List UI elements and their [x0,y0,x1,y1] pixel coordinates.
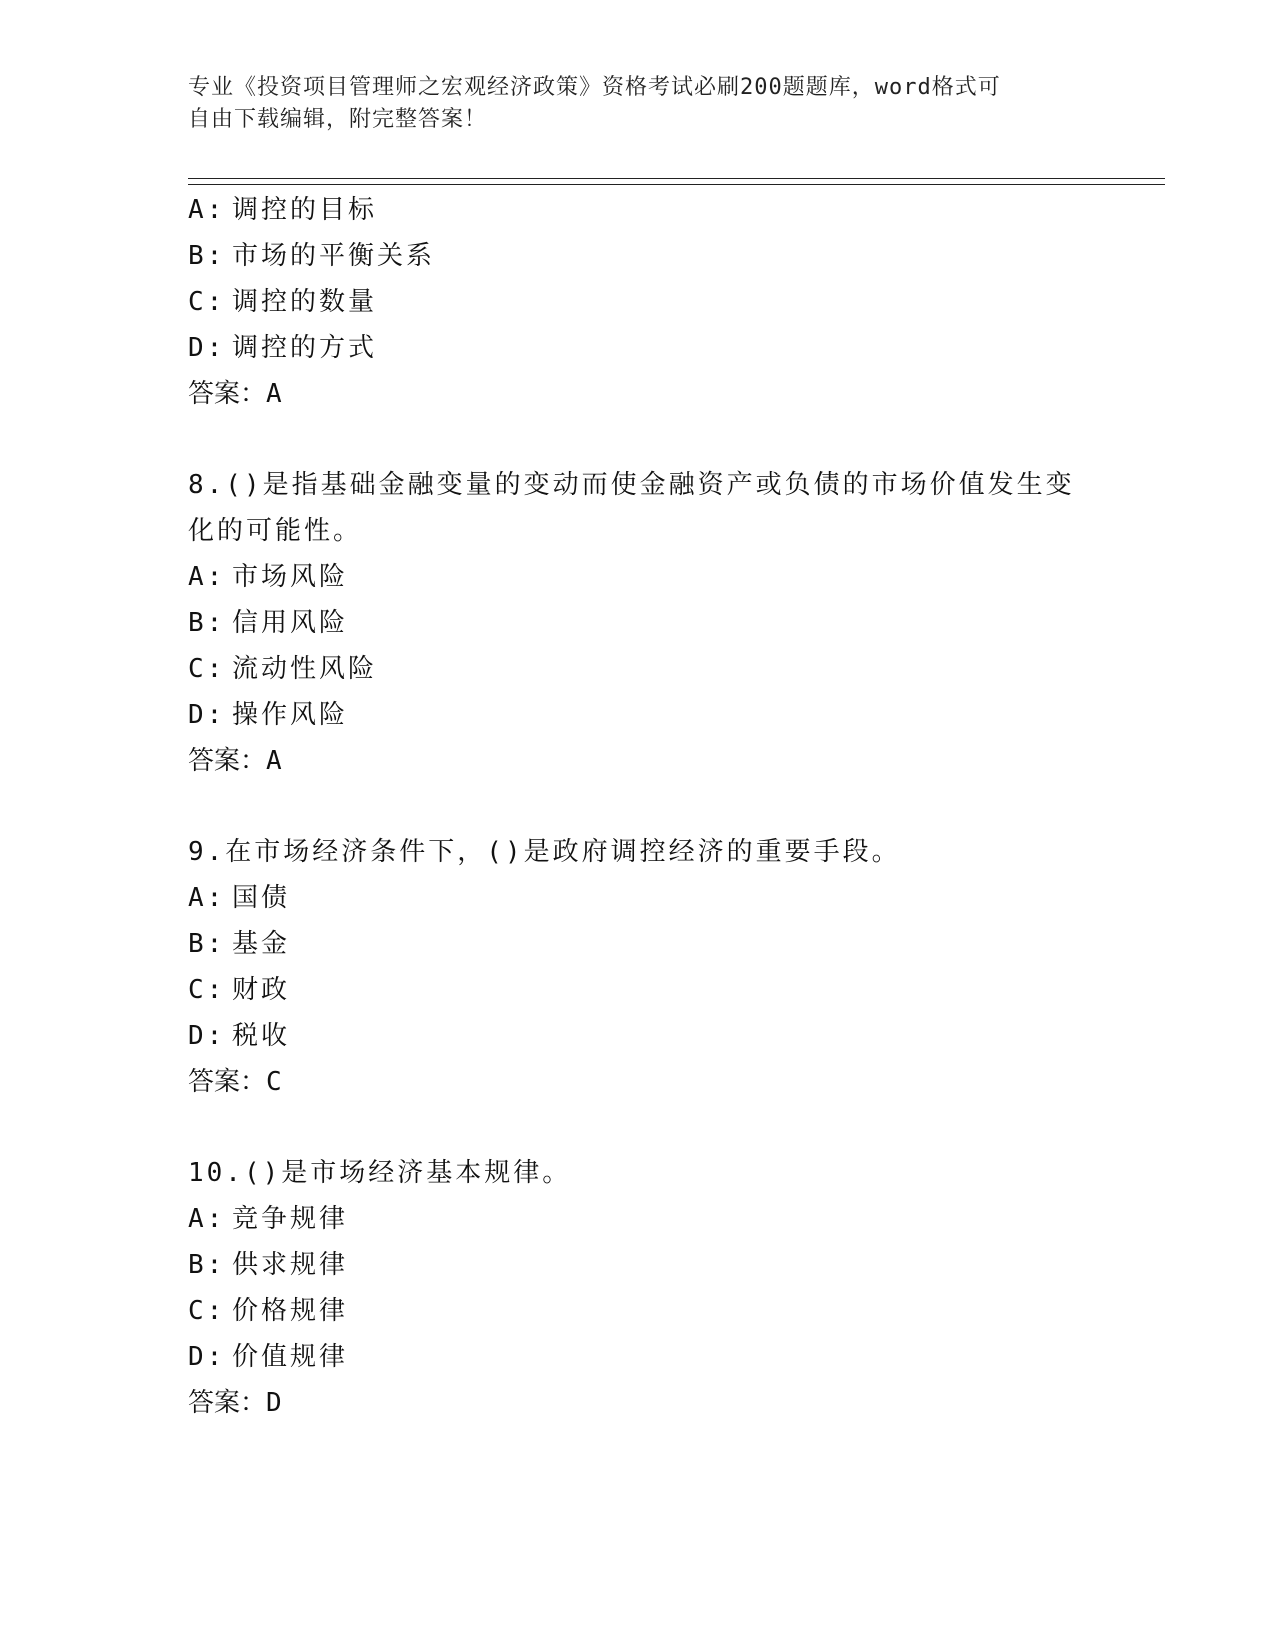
option-d: D: 操作风险 [188,700,349,730]
question-10 [188,1150,1088,1426]
option-b: B: 基金 [188,929,291,959]
option-a: A: 竞争规律 [188,1204,349,1234]
option-a: A: 国债 [188,883,291,913]
header-line-1: 专业《投资项目管理师之宏观经济政策》资格考试必刷200题题库，word格式可 [188,75,1001,100]
option-b: B: 市场的平衡关系 [188,241,436,271]
option-b: B: 信用风险 [188,608,349,638]
option-c: C: 价格规律 [188,1296,349,1326]
question-8 [188,462,1088,784]
question-list [188,187,1088,1426]
option-c: C: 调控的数量 [188,287,378,317]
option-a: A: 调控的目标 [188,195,378,225]
answer: 答案：D [188,1388,282,1418]
document-header [188,72,1068,136]
header-divider-top [188,178,1165,179]
question-stem-cont: 化的可能性。 [188,516,363,546]
option-c: C: 财政 [188,975,291,1005]
option-d: D: 调控的方式 [188,333,378,363]
question-7 [188,187,1088,417]
answer: 答案：C [188,1067,282,1097]
option-d: D: 价值规律 [188,1342,349,1372]
option-a: A: 市场风险 [188,562,349,592]
option-c: C: 流动性风险 [188,654,378,684]
question-stem: 9.在市场经济条件下，()是政府调控经济的重要手段。 [188,837,901,867]
question-stem: 8.()是指基础金融变量的变动而使金融资产或负债的市场价值发生变 [188,470,1075,500]
header-line-2: 自由下载编辑，附完整答案！ [188,107,488,132]
answer: 答案：A [188,746,282,776]
question-9 [188,829,1088,1105]
option-b: B: 供求规律 [188,1250,349,1280]
header-divider-bottom [188,184,1165,185]
question-stem: 10.()是市场经济基本规律。 [188,1158,572,1188]
answer: 答案：A [188,379,282,409]
option-d: D: 税收 [188,1021,291,1051]
